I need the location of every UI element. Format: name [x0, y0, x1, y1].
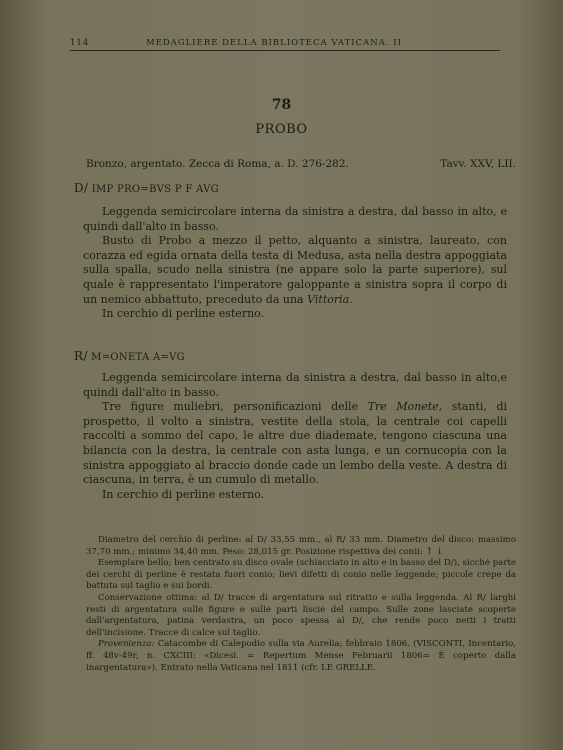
note-exemplar: Esemplare bello; ben centrato su disco ovale (schiacciato in alto e in basso del D/), sicché parte dei cerchi di perline è restata fuori conio; lievi difetti di conio nelle leggende; piccole crepe da battuta sul taglio e sui bordi.: [86, 558, 516, 592]
obverse-para-2: [83, 234, 507, 307]
provenance-label: Provenienza:: [98, 639, 155, 650]
technical-notes: [86, 535, 516, 674]
note-conservation: Conservazione ottima: al D/ tracce di argentatura sul ritratto e sulla leggenda. Al R/ larghi resti di argentatura sulle figure e sulle parti liscie del campo. Sulle zone lasciate scoperte dall'argentatura, patina verdastra, un poco spessa al D/, che rende poco netti i tratti dell'incisione. Tracce di calce sul taglio.: [86, 592, 516, 638]
note-provenance: [86, 639, 516, 674]
obverse-para-1: Leggenda semicircolare interna da sinistra a destra, dal basso in alto, e quindi dall'alto in basso.: [83, 205, 507, 233]
reverse-para-1: Leggenda semicircolare interna da sinistra a destra, dal basso in alto,e quindi dall'alto in basso.: [83, 371, 507, 399]
reverse-legend: [74, 349, 185, 363]
reverse-para-2: [83, 400, 507, 488]
note-diameter: [86, 535, 516, 558]
reverse-prefix: R/: [74, 349, 88, 363]
page-number: 114: [70, 38, 90, 48]
plates-ref: Tavv. XXV, LII.: [440, 158, 516, 170]
reverse-para-2-after: stanti, di prospetto, il volto a sinistra, vestite della stola, la centrale coi capelli raccolti a sommo del capo, le altre due diademate, tengono ciascuna una bilancia con la destra, la centrale con asta lunga, e un cornucopia con la sinistra appoggiato al braccio donde cade un lembo della veste. A destra di ciascuna, in terra, è un cumulo di metallo.: [83, 400, 508, 487]
obverse-legend-text: IMP PRO=BVS P F AVG: [91, 184, 219, 195]
provenance-text: Catacombe di Calepodio sulla via Aurelia; febbraio 1806. (VISCONTI, Incentario, ff. 48v-49r, n. CXCIII: «Dicesi. = Repertum Mense Februarii 1806= È coperto dalla inargentatura»). Entrato nella Vaticana nel 1811 (cfr. LE GRELLE.: [86, 639, 516, 673]
obverse-description: [83, 205, 507, 322]
entry-number: 78: [271, 97, 292, 113]
reverse-italic-title: Tre Monete,: [367, 400, 443, 414]
metal-mint: Bronzo, argentato. Zecca di Roma, a. D. 276-282.: [86, 158, 349, 170]
reverse-description: [83, 371, 507, 502]
die-axis-arrows: ↑ ↓: [425, 546, 444, 557]
obverse-italic-word: Vittoria.: [307, 292, 353, 306]
obverse-para-3: In cerchio di perline esterno.: [102, 307, 265, 321]
obverse-legend: [74, 181, 219, 195]
header-rule: [70, 50, 500, 51]
obverse-para-2-text: Busto di Probo a mezzo il petto, alquanto a sinistra, laureato, con corazza ed egida ornata della testa di Medusa, asta nella destra appoggiata sulla spalla, scudo nella sinistra (ne appare solo la parte superiore), sul quale è rappresentato l'imperatore galoppante a sinistra sopra il corpo di un nemico abbattuto, preceduto da una: [83, 234, 507, 306]
entry-meta: [86, 158, 516, 170]
note-diameter-text: Diametro del cerchio di perline: al D/ 33,55 mm., al R/ 33 mm. Diametro del disco: massimo 37,70 mm.; minimo 34,40 mm. Peso: 28,015 gr. Posizione rispettiva dei conii:: [86, 535, 516, 557]
entry-name: PROBO: [255, 122, 308, 137]
reverse-legend-text: M=ONETA A=VG: [91, 352, 185, 363]
running-title: MEDAGLIERE DELLA BIBLIOTECA VATICANA. II: [146, 38, 402, 48]
reverse-para-3: In cerchio di perline esterno.: [102, 487, 265, 501]
reverse-para-2-before: Tre figure muliebri, personificazioni delle: [102, 400, 359, 414]
obverse-prefix: D/: [74, 181, 89, 195]
